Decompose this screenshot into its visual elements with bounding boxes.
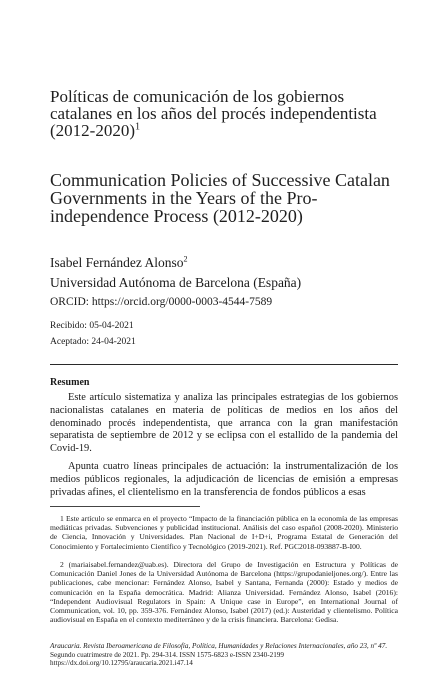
title-english: Communication Policies of Successive Catalan Governments in the Years of the Pro-independence Process (2012-2020) <box>50 170 390 226</box>
title-spanish <box>50 88 410 139</box>
footnote-1: 1 Este artículo se enmarca en el proyecto “Impacto de la financiación pública en la economía de las empresas mediáticas privadas. Subvenciones y publicidad institucional. Análisis del caso español (2008-2020). Ministerio de Ciencia, Innovación y Universidades. Plan Nacional de I+D+i, Programa Estatal de Generación del Conocimiento y Fortalecimiento Científico y Tecnológico (2019-2021). Ref. PGC2018-093887-B-I00. <box>50 514 398 551</box>
abstract-paragraph: Apunta cuatro líneas principales de actuación: la instrumentalización de los medios públicos regionales, la adjudicación de licencias de emisión a empresas privadas afines, el clientelismo en la transferencia de fondos públicos a esas <box>50 461 398 498</box>
affiliation: Universidad Autónoma de Barcelona (España) <box>50 275 302 290</box>
journal-citation <box>50 642 398 668</box>
abstract-paragraph: Este artículo sistematiza y analiza las principales estrategias de los gobiernos nacionalistas catalanes en materia de políticas de medios en los años del denominado procés independentista, que arranca con la gran manifestación separatista de septiembre de 2012 y se eclipsa con el estallido de la pandemia del Covid-19. <box>50 392 398 455</box>
title-spanish-text: Políticas de comunicación de los gobiernos catalanes en los años del procés independentista (2012-2020) <box>50 87 377 140</box>
author-footnote-marker[interactable]: 2 <box>183 254 188 264</box>
abstract-heading: Resumen <box>50 377 90 388</box>
author <box>50 255 188 271</box>
received-date: Recibido: 05-04-2021 <box>50 321 134 331</box>
footnote-2: 2 (mariaisabel.fernandez@uab.es). Directora del Grupo de Investigación en Estructura y Políticas de Comunicación Daniel Jones de la Universidad Autónoma de Barcelona (https://grupodanieljones.org/). Entre las publicaciones, cabe mencionar: Fernández Alonso, Isabel y Santana, Fernanda (2000): Estado y medios de comunicación en la España democrática. Madrid: Alianza Universidad. Fernández Alonso, Isabel (2016): “Independent Audiovisual Regulators in Spain: A Unique case in Europe”, en International Journal of Communication, vol. 10, pp. 359-376. Fernández Alonso, Isabel (2017) (ed.): Austeridad y clientelismo. Política audiovisual en España en el contexto mediterráneo y de la crisis financiera. Barcelona: Gedisa. <box>50 560 398 625</box>
orcid-link[interactable]: ORCID: https://orcid.org/0000-0003-4544-7589 <box>50 296 273 308</box>
journal-citation-line1: Araucaria. Revista Iberoamericana de Filosofía, Política, Humanidades y Relaciones Internacionales, año 23, nº 47. <box>50 642 388 650</box>
divider-top <box>50 364 398 365</box>
title-footnote-marker[interactable]: 1 <box>134 121 141 133</box>
accepted-date: Aceptado: 24-04-2021 <box>50 337 136 347</box>
author-name: Isabel Fernández Alonso <box>50 255 184 270</box>
journal-citation-line2: Segundo cuatrimestre de 2021. Pp. 294-314. ISSN 1575-6823 e-ISSN 2340-2199 https://dx.doi.org/10.12795/araucaria.2021.i47.14 <box>50 650 284 668</box>
footnote-divider <box>50 506 200 507</box>
